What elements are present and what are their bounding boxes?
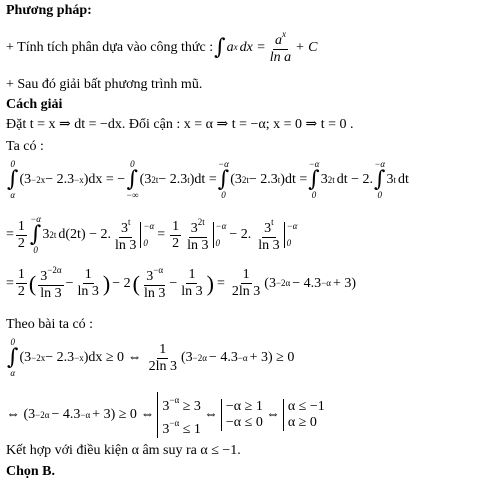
e3-p1: 3	[40, 269, 48, 284]
e2-frac-3	[256, 218, 281, 253]
e2-f3d: ln 3	[258, 237, 280, 253]
method-line-2: + Sau đó giải bất phương trình mũ.	[6, 77, 203, 92]
e3-frac-2	[76, 268, 101, 299]
integral-4: −α ∫ 0	[308, 159, 320, 200]
i2-s1e: −α	[169, 395, 180, 405]
i2-t2: −α ≤ 0	[225, 415, 263, 430]
e2-h2d: 2	[172, 235, 180, 251]
e3-d3: ln 3	[143, 286, 166, 301]
e2-f1n: 3	[120, 220, 128, 236]
lim-lower-3: 0	[221, 190, 226, 200]
e1-a2: − 2.3	[45, 172, 75, 187]
e2-f2d: ln 3	[187, 237, 209, 253]
e2-b3l: 0	[286, 238, 292, 248]
e2-half	[16, 220, 27, 251]
i1-n: 1	[159, 341, 167, 357]
i1-frac	[147, 343, 179, 374]
i2-system-2	[221, 399, 263, 431]
e1-b1: (3	[139, 172, 152, 187]
e1-d2: dt − 2.	[336, 172, 374, 187]
i2-lhs: ⇔ (3	[6, 407, 36, 422]
e3-m2: − 2	[112, 275, 131, 291]
e1-c2: − 2.3	[248, 172, 278, 187]
e3-half	[16, 268, 27, 299]
e2-b1l: 0	[143, 238, 148, 248]
e3-d2: ln 3	[77, 284, 99, 299]
e2-f2n: 3	[190, 220, 198, 236]
e2-f1e: t	[127, 216, 131, 227]
e2-lim-up: −α	[30, 214, 42, 224]
conclusion: Kết hợp với điều kiện α âm suy ra α ≤ −1.	[6, 443, 241, 458]
integral-5: −α ∫ 0	[374, 159, 386, 200]
e2-half-den: 2	[17, 235, 25, 251]
e1-c3: )dt =	[280, 172, 308, 187]
e3-rhs: =	[217, 275, 225, 291]
e3-q1: 3	[146, 269, 154, 284]
substitution: Đặt t = x ⇒ dt = −dx. Đổi cận : x = α ⇒ t = −α; x = 0 ⇒ t = 0 .	[6, 117, 354, 132]
e3-frac-5	[230, 268, 262, 299]
e2-f2e: 2t	[197, 216, 205, 227]
e2-h2n: 1	[172, 218, 180, 234]
lim-upper: 0	[10, 159, 15, 169]
e2-t1e: 2t	[49, 229, 57, 240]
e1-d3: 3	[386, 172, 394, 187]
e2-integral: −α ∫ 0	[29, 214, 42, 255]
e3-q1e: −α	[153, 265, 164, 275]
formula-den: ln a	[269, 50, 292, 65]
i2-t1: −α ≥ 1	[225, 399, 263, 414]
e2-b2u: −α	[215, 221, 227, 231]
e2-b3u: −α	[286, 221, 298, 231]
e2-t1: 3	[42, 227, 50, 242]
i2-s1: 3	[162, 399, 170, 414]
e3-hd: 2	[17, 284, 25, 299]
integral-2: 0 ∫ −∞	[126, 159, 139, 200]
i1-e2: −x	[74, 352, 84, 363]
heading-method: Phương pháp:	[6, 3, 92, 18]
lim-upper-2: 0	[130, 159, 135, 169]
e2-b1u: −α	[143, 221, 155, 231]
i2-s1r: ≥ 3	[182, 399, 201, 414]
i1-e1: −2x	[31, 352, 46, 363]
e2-f1d: ln 3	[115, 237, 137, 253]
e2-eq4: − 2.	[229, 227, 252, 242]
e3-re2: −α	[321, 278, 331, 288]
i1-low: α	[10, 368, 16, 378]
equation-2	[6, 215, 297, 255]
formula-exp: x	[233, 42, 238, 52]
i1-up: 0	[10, 337, 15, 347]
method-text-1: + Tính tích phân dựa vào công thức :	[6, 39, 214, 55]
i1-l1: (3	[19, 350, 32, 365]
theo-bai: Theo bài ta có :	[6, 317, 94, 332]
i2-iff: ⇔	[203, 407, 218, 422]
lim-lower: α	[10, 190, 16, 200]
e1-b3: )dt =	[189, 172, 217, 187]
e3-rn: 1	[242, 267, 250, 282]
e3-p1e: −2α	[47, 265, 62, 275]
e3-frac-4	[179, 268, 204, 299]
lim-lower-5: 0	[377, 190, 383, 200]
e2-half-num: 1	[17, 218, 25, 234]
e3-d4: ln 3	[181, 284, 203, 299]
integral-3: −α ∫ 0	[217, 159, 230, 200]
e3-frac-3	[142, 266, 167, 301]
inequality-2	[6, 392, 328, 438]
i2-u1: α ≤ −1	[287, 399, 325, 414]
i2-mid: − 4.3	[51, 407, 81, 422]
e3-re1: −2α	[275, 278, 291, 288]
e2-eval-bar-2	[213, 222, 227, 248]
answer: Chọn B.	[6, 464, 56, 479]
e1-a2e: −x	[74, 174, 84, 185]
e3-re: + 3)	[332, 275, 357, 291]
heading-solution: Cách giải	[6, 97, 63, 112]
e1-d3e: t	[393, 174, 397, 185]
integral-sign: ∫	[214, 34, 226, 60]
i2-rest: + 3) ≥ 0 ⇔	[92, 407, 155, 422]
lim-upper-3: −α	[218, 159, 229, 169]
i1-l3: )dx ≥ 0 ⇔	[83, 350, 142, 365]
formula-num-exp: x	[281, 29, 286, 39]
e1-d1e: 2t	[327, 174, 335, 185]
i1-r2: − 4.3	[208, 350, 238, 365]
e1-b2: − 2.3	[158, 172, 188, 187]
e3-rd: 2ln 3	[231, 284, 261, 299]
e3-eq: =	[6, 275, 14, 291]
e1-d1: 3	[320, 172, 328, 187]
e2-b2l: 0	[215, 238, 220, 248]
lim-lower-4: 0	[311, 190, 317, 200]
formula-fraction	[268, 30, 293, 65]
i2-system-3	[283, 399, 325, 431]
e1-b1e: 2t	[151, 174, 159, 185]
lim-upper-4: −α	[308, 159, 320, 169]
e2-t2: d(2t) − 2.	[58, 227, 111, 242]
e2-frac-1	[113, 218, 138, 253]
e2-frac-2	[185, 218, 210, 253]
e3-d1: ln 3	[40, 286, 62, 301]
e1-a1e: −2x	[31, 174, 46, 185]
e1-c1: (3	[230, 172, 242, 187]
e3-hn: 1	[17, 267, 25, 282]
inequality-1	[6, 338, 294, 378]
e3-rm: − 4.3	[292, 275, 322, 291]
integral-1: 0 ∫ α	[7, 159, 19, 200]
e2-eq3: =	[157, 227, 166, 242]
i1-re2: −α	[237, 352, 248, 363]
i2-s2r: ≤ 1	[182, 422, 201, 437]
e3-p4: 1	[188, 267, 196, 282]
e1-c1e: 2t	[241, 174, 249, 185]
lim-lower-2: −∞	[126, 190, 139, 200]
equation-1	[6, 160, 409, 200]
equation-3: = $\frac{1}{2}$ ( $\frac{3^{-2\alpha}}{\ln 3}$ − $\frac{1}{\ln 3}$ ) − 2 ( $\frac{3^{-\alpha}}{\ln 3}$ − $\frac{1}{\ln 3}$ ) = $\frac{1}{2\ln 3}$ (3 −2α − 4.3 −α + 3)	[6, 265, 357, 301]
e1-b2e: t	[187, 174, 190, 185]
i2-system-1	[157, 392, 200, 438]
method-line-1	[6, 30, 317, 65]
ta-co: Ta có :	[6, 139, 44, 154]
ineq-integral: 0 ∫ α	[7, 337, 19, 378]
i2-u2: α ≥ 0	[287, 415, 317, 430]
i1-re1: −2α	[192, 352, 207, 363]
i1-d: 2ln 3	[148, 358, 177, 374]
i2-e2: −α	[80, 409, 91, 420]
formula-dx: dx =	[239, 39, 266, 55]
i2-s2: 3	[162, 422, 170, 437]
e2-half-2	[170, 220, 181, 251]
e1-a3: )dx = −	[83, 172, 126, 187]
i2-iff2: ⇔	[265, 407, 280, 422]
e2-f3e: t	[271, 216, 274, 227]
i2-e1: −2α	[35, 409, 50, 420]
e3-frac-1	[38, 266, 63, 301]
i2-s2e: −α	[169, 418, 180, 428]
e1-c2e: t	[277, 174, 281, 185]
formula-tail: + C	[295, 39, 318, 55]
e2-f3n: 3	[264, 220, 272, 236]
lim-upper-5: −α	[374, 159, 386, 169]
e1-a1: (3	[19, 172, 32, 187]
e2-eval-bar-1	[140, 222, 154, 248]
formula-base: a	[226, 39, 234, 55]
e3-p2: 1	[84, 267, 92, 282]
e2-eq: =	[6, 227, 14, 242]
e2-lim-low: 0	[33, 245, 38, 255]
i1-l2: − 2.3	[45, 350, 75, 365]
e1-d4: dt	[398, 172, 409, 187]
i1-r3: + 3) ≥ 0	[249, 350, 295, 365]
i1-r1: (3	[180, 350, 193, 365]
formula-num: a	[274, 33, 282, 48]
e3-rb: (3	[264, 275, 276, 291]
e2-eval-bar-3	[284, 222, 298, 248]
